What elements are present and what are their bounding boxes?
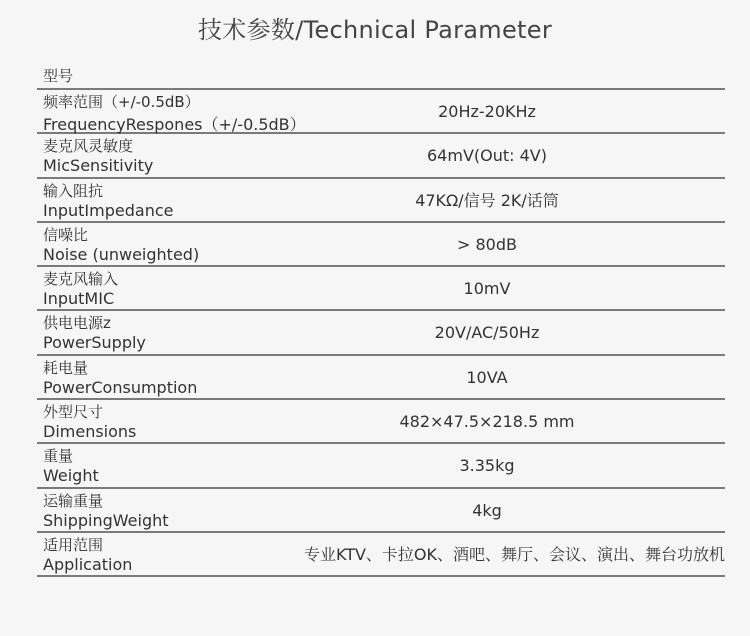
table-header-row bbox=[37, 62, 725, 90]
param-label-en: Application bbox=[43, 554, 133, 574]
param-label-en: Dimensions bbox=[43, 422, 137, 442]
param-label-zh: 适用范围 bbox=[43, 535, 104, 554]
param-label-zh: 麦克风灵敏度 bbox=[43, 137, 134, 156]
table-row bbox=[37, 179, 725, 223]
param-value: 20Hz-20KHz bbox=[438, 102, 536, 121]
param-label-en: InputImpedance bbox=[43, 200, 174, 220]
param-value: 专业KTV、卡拉OK、酒吧、舞厅、会议、演出、舞台功放机 bbox=[303, 544, 725, 564]
model-label: 型号 bbox=[43, 67, 74, 85]
table-row bbox=[37, 267, 725, 311]
param-label-zh: 重量 bbox=[43, 447, 74, 466]
param-label-en: PowerConsumption bbox=[43, 377, 198, 397]
param-label-en: ShippingWeight bbox=[43, 510, 169, 530]
param-label-zh: 耗电量 bbox=[43, 358, 89, 377]
param-label-en: FrequencyRespones（+/-0.5dB） bbox=[43, 115, 306, 134]
table-row bbox=[37, 223, 725, 267]
param-label-zh: 频率范围（+/-0.5dB） bbox=[43, 93, 200, 111]
param-label-en: PowerSupply bbox=[43, 333, 146, 353]
table-row bbox=[37, 400, 725, 444]
param-value: 3.35kg bbox=[459, 456, 515, 476]
parameter-table bbox=[37, 62, 725, 577]
param-label-zh: 外型尺寸 bbox=[43, 403, 104, 422]
param-value: 20V/AC/50Hz bbox=[434, 323, 540, 343]
param-label-en: Noise (unweighted) bbox=[43, 244, 200, 264]
param-value: 64mV(Out: 4V) bbox=[427, 146, 547, 166]
table-row bbox=[37, 311, 725, 355]
param-label-zh: 麦克风输入 bbox=[43, 270, 119, 289]
param-label-en: InputMIC bbox=[43, 289, 115, 309]
table-row bbox=[37, 134, 725, 178]
page-title: 技术参数/Technical Parameter bbox=[198, 16, 552, 44]
param-value: 10VA bbox=[466, 367, 508, 387]
param-label-zh: 信噪比 bbox=[43, 225, 89, 244]
table-row bbox=[37, 356, 725, 400]
param-value: 47KΩ/信号 2K/话筒 bbox=[415, 190, 559, 210]
table-row bbox=[37, 444, 725, 488]
param-label-zh: 运输重量 bbox=[43, 491, 104, 510]
param-label-en: MicSensitivity bbox=[43, 156, 154, 176]
param-value: 10mV bbox=[463, 279, 511, 299]
param-value: > 80dB bbox=[457, 234, 517, 254]
param-label-zh: 输入阻抗 bbox=[43, 181, 104, 200]
param-label-zh: 供电电源z bbox=[43, 314, 111, 333]
param-value: 4kg bbox=[472, 500, 502, 520]
table-row bbox=[37, 533, 725, 577]
table-row bbox=[37, 489, 725, 533]
table-row bbox=[37, 90, 725, 134]
param-label-en: Weight bbox=[43, 466, 99, 486]
param-value: 482×47.5×218.5 mm bbox=[399, 412, 575, 432]
